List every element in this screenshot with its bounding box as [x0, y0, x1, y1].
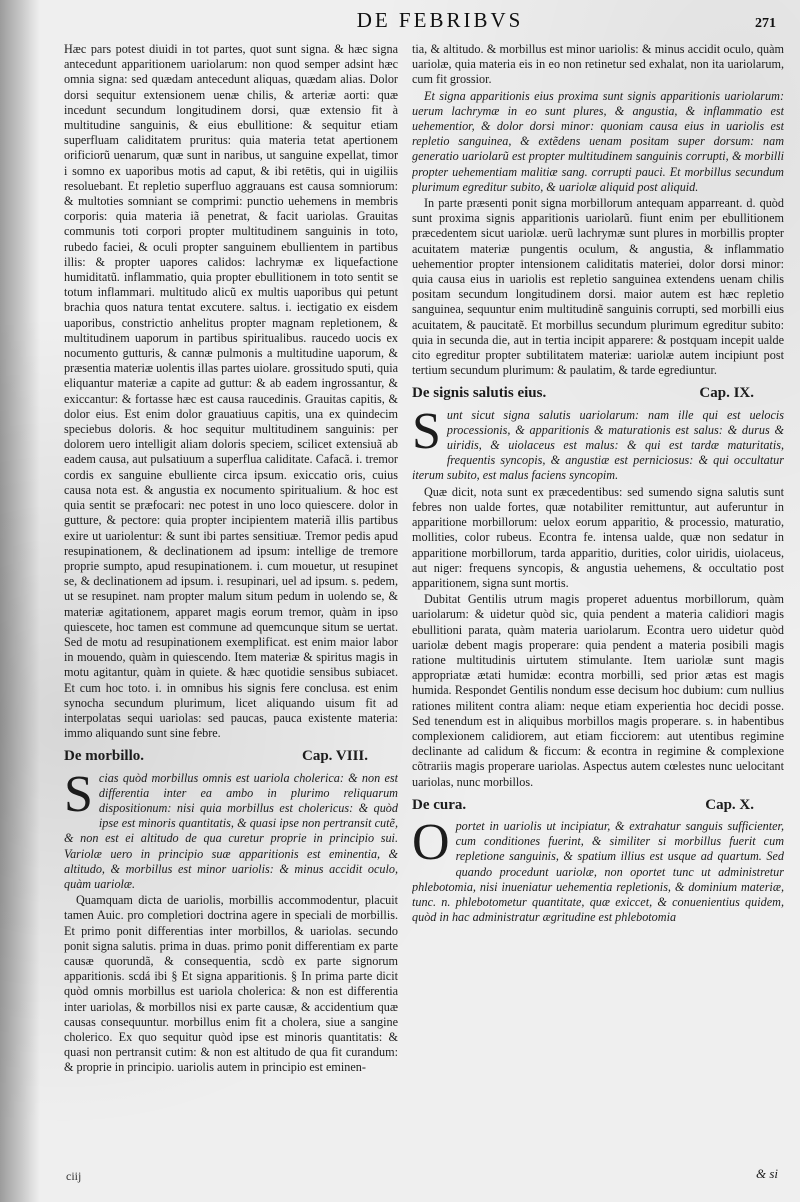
chapter-title: De morbillo.: [64, 748, 144, 765]
chapter-title: De signis salutis eius.: [412, 385, 547, 402]
right-column: [412, 42, 784, 1162]
drop-cap-text: portet in uariolis ut incipiatur, & extrahatur sanguis sufficienter, cum conditiones fuerint, & similiter si morbillus fuerit cum repletione sanguinis, & spatium illius est usque ad quartum. Sed quando procedunt uariolæ, non oportet tunc ut administretur phlebotomia, nisi inueniatur uehementia repletionis, & dominium materiæ, tunc. n. phlebotometur quantitate, quæ exiccet, & conuenientius quidem, quòd in hac administratur ægritudine est phlebotomia: [412, 818, 784, 925]
chapter-heading-viii: [64, 749, 398, 764]
drop-cap: S: [64, 765, 93, 823]
chapter-number: Cap. X.: [705, 796, 754, 813]
paragraph: Dubitat Gentilis utrum magis properet aduentus morbillorum, quàm uariolarum: & uidetur quòd sic, quia pendent a materia calidiori magis ebullitioni parata, quàm materia uariolarum. Econtra uero uidetur quòd uariolæ debent magis properare: quia pendent a materia posibili magis ratione multitudinis uirtutem stimulante. Item uariolæ sunt magis appropriatæ ætati humidæ: econtra morbilli, sed prior ætas est magis humida. Respondet Gentilis nondum esse decisum hoc dubium: cum nullius rationes militent contra aliam: neque etiam experientia hoc decidi posse. Sed tenendum est in aliquibus morbillos magis properare. s. in habentibus complexionem calidiorem, aut etiam ficciorem: aut utentibus regimine declinante ad calidum & ficcum: & econtra in regimine & complexione cõtrariis magis properare uariolas. Aspectus autem cœlestes nunc uelocitant uariolas, nunc morbillos.: [412, 592, 784, 789]
drop-cap-text: unt sicut signa salutis uariolarum: nam ille qui est uelocis processionis, & apparitionis & maturationis est salus: & durus & uiridis, & uiolaceus est malus: & qui est tardæ maturitatis, frequentis syncopis, & angustiæ est perniciosus: & qui occultatur iterum subito, est malus faciens syncopim.: [412, 407, 784, 483]
drop-cap: O: [412, 813, 450, 871]
chapter-heading-x: [412, 798, 784, 813]
chapter-text: [412, 402, 784, 484]
left-column: [64, 42, 398, 1152]
paragraph: Hæc pars potest diuidi in tot partes, quot sunt signa. & hæc signa antecedunt apparitionem uariolarum: non quod semper adsint hæc omnia signa: sed quædam antecedunt aliquas, quædam alias. Dolor dorsi sequitur extensionem uenæ chilis, & arteriæ aorti: quæ incedunt secundum longitudinem dorsi, quæ extensio fit à multitudine sanguinis, & eius ebullitione: & sequitur etiam superfluam caliditatem pruritus: quia materia tetat apertionem orificiorũ uenarum, quæ sunt in naribus, ut sanguine expellat, timor i somno ex uaporibus motis ad caput, & ibi retētis, qui in uigiliis resoluebant. Et repletio superfluo aggrauans est causa somniorum: & multoties somniant se comprimi: punctio uehemens in membris corporis: quia materia iã penetrat, & facit uariolas. Grauitas communis toti corpori propter multitudinem sanguinis in toto, rubedo faciei, & oculi propter sanguinem ebullientem in partibus illis: & propter uapores calidos: lachrymæ ex liquefactione humiditatũ. inflammatio, quia propter ebullitionem in toto sentit se totum inflammari. multitudo alicũ ex multis uaporibus qui petunt brachia quos natura tentat excutere. saltus. i. iectigatio ex eisdem uaporibus, constrictio anhelitus propter magnam repletionem, & multitudinem uaporum in partibus spiritualibus. raucedo uocis ex nocumento gutturis, & cannæ pulmonis a multitudine uaporum, & præsentia materiæ uolentis illas partes uiolare. grossitudo sputi, quia eliquantur materiæ a capite ad guttur: & ab eadem ingrossantur, & exiccantur: & fortasse hæc est causa raucedinis. Grauitas capitis, & dolor eius. Est enim dolor grauatiuus capitis, una ex quindecim speciebus doloris. & hoc sequitur multitudinem sanguinis: per dolorem uero intelligit aliam doloris speciem, scilicet extensiuã ab eadem causa, aut pulsatiuum a superflua caliditate. Cafacã. i. tremor cordis ex sanguine ebulliente circa ipsum. exiccatio oris, cuius causa nota est. & angustia ex nocumento spiritualium. & hoc est quia sentit se præfocari: nec potest in uno loco quiescere. dolor in gutture, & pectore: quia propter incipientem materiã illis partibus exire ut uariolentur: & sunt ibi partes sensitiuæ. Tremor pedis apud resupinationem, & declinationem ad ipsum: intellige de tremore proprie sumpto, apud resupinationem. i. cum mouetur, ut resupinet se, & declinationem ad ipsum. i. resupinari, uel ad ipsum. s. pedem, ut se resupinet. nam propter malum situm pedum in uolendo se, & materiæ agitationem, apparet magis eorum tremor, quàm in ipso quiescete, hoc tamen est commune ad quemcunque situm se uertat. Sed de motu ad resupinationem exemplificat. est enim maior labor in mouendo, quàm in quiescendo. Item materiæ & spiritus magis in motu agitantur, quàm in quiete. & hæc quotidie sensibus subiacet. Et cum hoc toto. i. in omnibus his signis fere conclusa. est enim synocha secundum plurimum, licet aliquando uisum fit ad interpolatas sequi uariolas: sed paucas, pauca existente materia: immo aliquando sunt sine febre.: [64, 42, 398, 741]
signature-mark: ciij: [66, 1169, 82, 1183]
catchword: & si: [755, 1166, 778, 1181]
chapter-text: [64, 765, 398, 893]
paragraph: Quamquam dicta de uariolis, morbillis accommodentur, placuit tamen Auic. pro completiori doctrina agere in speciali de morbillis. Et primo ponit differentias inter morbillos, & uariolas. secundo ponit signa salutis. prima in duas. primo ponit differentiam ex parte causæ quorundã, & consequentia, scdò ex parte signorum apparitionis. scdá ibi § Et signa apparitionis. § In prima parte dicit quòd omnis morbillus est uariola cholerica: & non est differentia inter uariolas, & morbillos nisi ex parte causæ, & accidentium quæ causas consequuntur. morbillus enim fit a cholera, siue a sangine cholerico. Ex quo sequitur quòd ipse est minoris quantitatis: & quasi non pertransit cutim: & non est altitudo de qua fit curandum: & proprie in principio. uariolis autem in principio est eminen-: [64, 893, 398, 1075]
drop-cap: S: [412, 402, 441, 460]
paragraph: Quæ dicit, nota sunt ex præcedentibus: sed sumendo signa salutis sunt febres non ualde fortes, quæ notabiliter remittuntur, aut auferuntur in apparitione morbillorum: uelox eorum apparitio, & processio, maturatio, mollities, color rubeus. Econtra fe. intensa ualde, quæ non sedatur in apparitione morbillorum, tarda apparitio, durities, color uiridis, uiolaceus, aut niger: frequens syncopis, & angustia uehemens, & occultatio post apparitionem, signa sunt mortis.: [412, 484, 784, 590]
page-number: 271: [755, 16, 776, 31]
italic-paragraph: Et signa apparitionis eius proxima sunt signis apparitionis uariolarum: uerum lachrymæ in eo sunt plures, & angustia, & inflammatio est uehementior, & dolor dorsi minor: quoniam causa eius in uariolis est repletio sanguinea, & extẽdens uenam positam super dorsum: nam generatio uariolarũ est propter multitudinem sanguinis corrupti, & morbilli propter uehementiam malitiæ sang. corrupti pauci. Et morbillus secundum plurimum egreditur subito, & uariolæ aliquid post aliquid.: [412, 88, 784, 194]
chapter-number: Cap. VIII.: [302, 748, 368, 765]
chapter-text: [412, 813, 784, 925]
drop-cap-text: cias quòd morbillus omnis est uariola cholerica: & non est differentia inter ea ambo in plurimo reliquarum dispositionum: nisi quia morbillus est cholericus: & quòd ipse est minoris quantitatis, & quasi ipse non pertransit cutẽ, & non est ei altitudo de qua curetur proprie in principio sui. Variolæ uero in principio suæ apparitionis est eminentia, & altitudo, & morbillus est minor uariolis: & minus accidit oculo, quàm uariolæ.: [64, 770, 398, 891]
binding-shadow: [0, 0, 40, 1202]
running-title: DE FEBRIBVS: [356, 8, 524, 32]
chapter-title: De cura.: [412, 796, 467, 813]
paragraph: tia, & altitudo. & morbillus est minor uariolis: & minus accidit oculo, quàm uariolæ, quia materia eis in eo non retinetur sed exhalat, non ita uariolarum, cum fit grossior.: [412, 42, 784, 87]
paragraph: In parte præsenti ponit signa morbillorum antequam apparreant. d. quòd sunt proxima signis apparitionis uariolarũ. fiunt enim per ebullitionem præcedentem sicut uariolæ. uerũ lachrymæ sunt plures in morbillis propter acuitatem materiæ pungentis oculum, & angustia, & inflammatio uehementior propter intensionem caliditatis materiei, dolor dorsi minor: quia causa eius in uariolis est repletio sanguinea extendens uenam chilis positam secundum longitudinem dorsi. maior autem est hæc repletio sanguinea, sequuntur enim multitudinẽ sanguinis corrupti, sed morbilli eius acuitatem, & paucitatẽ. Et morbillus secundum plurimum egreditur subito: quia in secunda die, aut in tertia incipit apparere: & postquam incepit ualde cito egreditur propter subtilitatem materiæ: uariolæ autem incipiunt post tertium secundum plurimum: & paulatim, & tarde egrediuntur.: [412, 196, 784, 378]
chapter-number: Cap. IX.: [699, 385, 754, 402]
chapter-heading-ix: [412, 386, 784, 401]
